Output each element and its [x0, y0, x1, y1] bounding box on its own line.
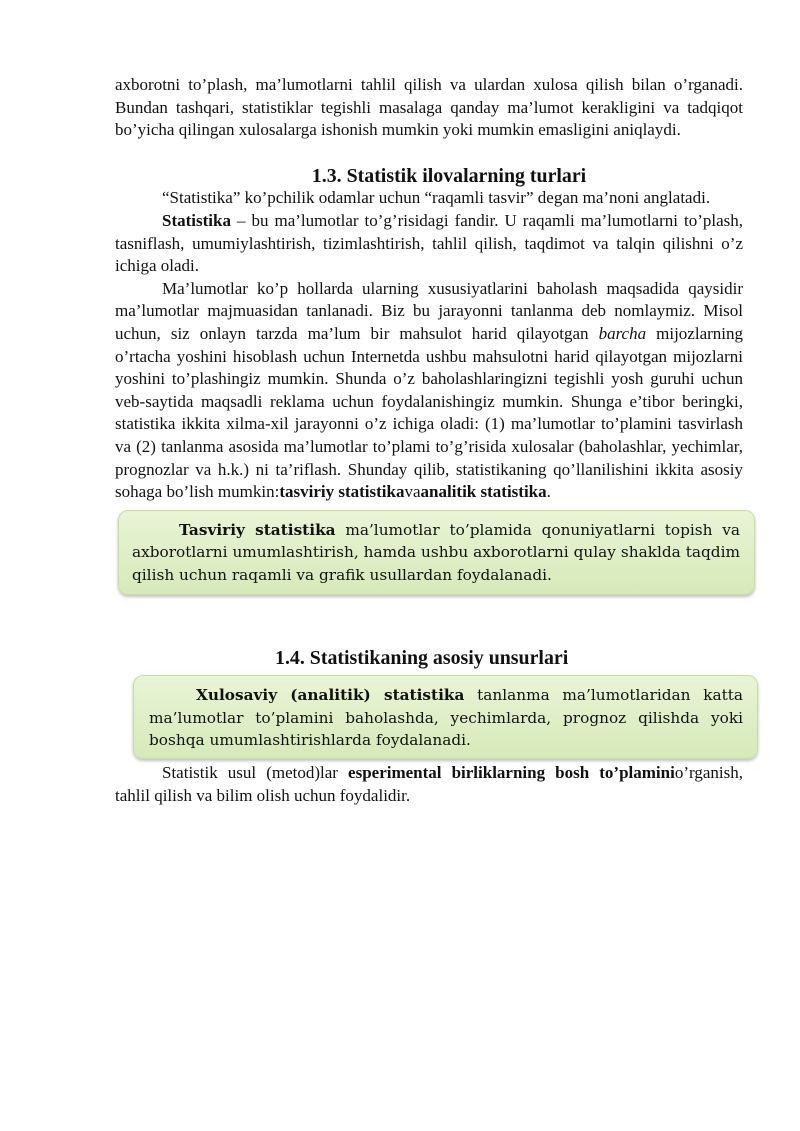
document-page — [115, 74, 743, 807]
section-heading-1-3: 1.3. Statistik ilovalarning turlari — [311, 164, 587, 187]
descriptive-statistics-callout — [118, 510, 755, 595]
analytic-statistics-term: analitik statistika — [420, 482, 547, 502]
sampling-text-part1: Ma’lumotlar ko’p hollarda ularning xususiyatlarini baholash maqsadida qaysidir ma’lumotlar majmuasidan tanlanadi. Biz bu jarayonni tanlanma deb nomlaymiz. Misol uchun, siz onlayn tarzda ma’lum bir mahsulot harid qilayotgan — [115, 278, 743, 343]
sampling-paragraph-end: . — [546, 482, 551, 502]
analytic-statistics-callout — [133, 675, 758, 759]
conjunction-va: va — [404, 482, 421, 502]
statistics-definition-text: – bu ma’lumotlar to’g’risidagi fandir. U raqamli ma’lumotlarni to’plash, tasniflash, umumiylashtirish, tizimlashtirish, tahlil qilish, taqdimot va talqin qilishni o’z ichiga oladi. — [115, 210, 743, 276]
methods-text-part2: o’rganish, tahlil qilish va bilim olish uchun foydalidir. — [115, 763, 743, 805]
statistics-meaning-paragraph: “Statistika” ko’pchilik odamlar uchun “raqamli tasvir” degan ma’noni anglatadi. — [162, 188, 711, 208]
analytic-statistics-definition — [149, 684, 743, 752]
statistics-definition-paragraph — [115, 210, 743, 278]
experimental-units-term: esperimental birliklarning bosh to’plamini — [348, 763, 675, 783]
intro-paragraph: axborotni to’plash, ma’lumotlarni tahlil qilish va ulardan xulosa qilish bilan o’rganadi. Bundan tashqari, statistiklar tegishli masalaga qanday ma’lumot kerakligini va tadqiqot bo’yicha qilingan xulosalarga ishonish mumkin yoki mumkin emasligini aniqlaydi. — [115, 75, 743, 140]
methods-text-part1: Statistik usul (metod)lar — [162, 763, 349, 783]
sampling-paragraph — [115, 278, 743, 504]
descriptive-statistics-definition — [132, 519, 740, 587]
sampling-italic-word: barcha — [598, 323, 647, 343]
analytic-callout-term: Xulosaviy (analitik) statistika — [196, 686, 465, 705]
descriptive-callout-text: ma’lumotlar to’plamida qonuniyatlarni topish va axborotlarni umumlashtirish, hamda ushbu axborotlarni qulay shaklda taqdim qilish uchun raqamli va grafik usullardan foydalanadi. — [132, 520, 740, 584]
statistics-term: Statistika — [162, 210, 231, 230]
descriptive-statistics-term: tasviriy statistika — [279, 482, 405, 502]
analytic-callout-text: tanlanma ma’lumotlaridan katta ma’lumotlar to’plamini baholashda, yechimlarda, prognoz qilishda yoki boshqa umumlashtirishlarda foydalanadi. — [149, 686, 743, 750]
methods-paragraph — [115, 762, 743, 807]
section-heading-1-4: 1.4. Statistikaning asosiy unsurlari — [275, 646, 569, 669]
descriptive-callout-term: Tasviriy statistika — [179, 520, 336, 539]
sampling-text-part2: mijozlarning o’rtacha yoshini hisoblash uchun Internetda ushbu mahsulotni harid qilayotgan mijozlarni yoshini to’plashingiz mumkin. Shunda o’z baholashlaringizni tegishli yosh guruhi uchun veb-saytida maqsadli reklama uchun foydalanishingiz mumkin. Shunga e’tibor beringki, statistika ikkita xilma-xil jarayonni o’z ichiga oladi: (1) ma’lumotlar to’plamini tasvirlash va (2) tanlanma asosida ma’lumotlar to’plami to’g’risida xulosalar (baholashlar, yechimlar, prognozlar va h.k.) ni ta’riflash. Shunday qilib, statistikaning qo’llanilishini ikkita asosiy sohaga bo’lish mumkin: — [115, 323, 743, 502]
